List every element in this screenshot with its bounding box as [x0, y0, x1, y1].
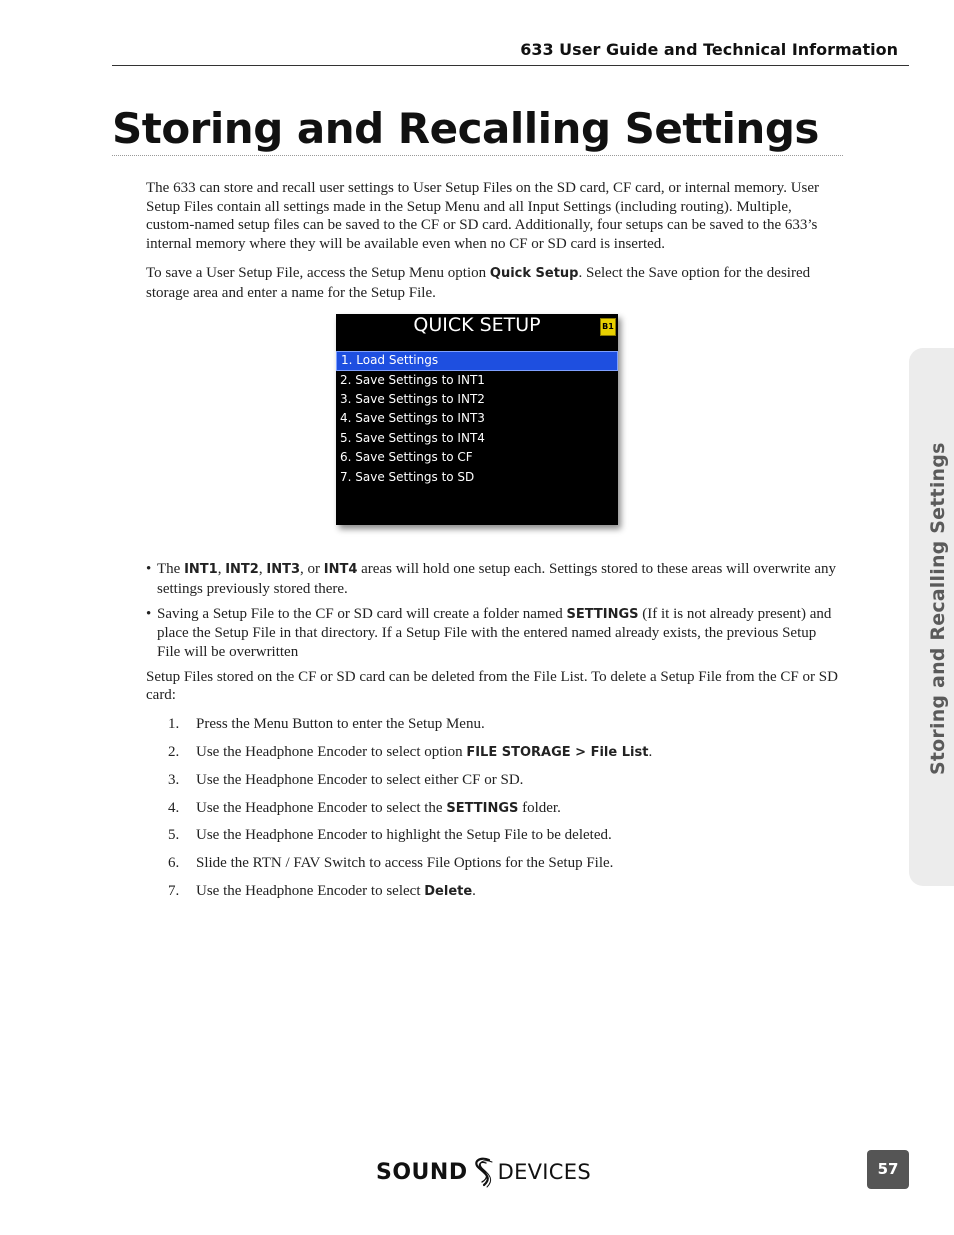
step-text: Use the Headphone Encoder to select option — [196, 743, 467, 760]
bullet-text: Saving a Setup File to the CF or SD card will create a folder named — [157, 605, 567, 622]
screen-title: QUICK SETUP — [413, 314, 541, 337]
logo-sound-text: SOUND — [376, 1159, 468, 1185]
bullet-text: (If it is not already present) and place the Setup File in that directory. If a Setup File with the entered named already exists, the previous Setup File will be overwritten — [157, 605, 832, 661]
sound-devices-logo — [376, 1155, 591, 1189]
step-text: Use the Headphone Encoder to select the — [196, 799, 447, 816]
step-text: Use the Headphone Encoder to select — [196, 882, 425, 899]
menu-item-save-cf: 6. Save Settings to CF — [340, 450, 473, 465]
step-text: Press the Menu Button to enter the Setup Menu. — [196, 716, 485, 733]
list-item — [146, 605, 843, 662]
step-text: Use the Headphone Encoder to select either CF or SD. — [196, 771, 524, 788]
screenshot-figure — [146, 312, 843, 560]
side-tab-label: Storing and Recalling Settings — [927, 442, 949, 775]
delete-paragraph: Setup Files stored on the CF or SD card can be deleted from the File List. To delete a Setup File from the CF or SD card: — [146, 668, 838, 704]
page-number: 57 — [867, 1150, 909, 1189]
delete-steps-list — [146, 715, 843, 910]
bullet-icon: • — [146, 605, 152, 622]
step-text: . — [472, 882, 476, 899]
step-item — [146, 799, 843, 827]
step-text: Use the Headphone Encoder to highlight the Setup File to be deleted. — [196, 827, 612, 844]
running-header: 633 User Guide and Technical Information — [520, 40, 898, 59]
step-number: 3. — [168, 771, 180, 788]
step-term: Delete — [424, 883, 473, 899]
main-content — [146, 179, 843, 910]
separator: , — [217, 561, 226, 578]
quick-setup-screen — [336, 314, 618, 525]
intro-paragraph: The 633 can store and recall user settings to User Setup Files on the SD card, CF card, or internal memory. User Setup Files contain all settings made in the Setup Menu and all Input Settings (including routing). Multiple, custom-named setup files can be saved to the CF or SD card. Additionally, four setups can be saved to the 633’s internal memory where they will be available even when no CF or SD card is inserted. — [146, 180, 820, 253]
step-item — [146, 771, 843, 799]
quick-setup-menu — [336, 351, 618, 487]
step-term: FILE STORAGE > File List — [466, 744, 649, 760]
step-number: 6. — [168, 855, 180, 872]
step-text: folder. — [518, 799, 561, 816]
quick-setup-term: Quick Setup — [489, 265, 579, 281]
logo-devices-text: DEVICES — [497, 1160, 591, 1184]
page-title: Storing and Recalling Settings — [112, 104, 819, 153]
bullet-text: The — [157, 561, 185, 578]
list-item — [146, 560, 843, 598]
menu-item-save-int2: 3. Save Settings to INT2 — [340, 392, 485, 406]
step-number: 7. — [168, 882, 180, 899]
step-number: 5. — [168, 827, 180, 844]
separator: , — [258, 561, 267, 578]
bullet-icon: • — [146, 561, 152, 578]
int2-term: INT2 — [225, 562, 259, 578]
notes-list — [146, 560, 843, 662]
menu-item-save-int1: 2. Save Settings to INT1 — [340, 372, 485, 387]
step-item — [146, 854, 843, 882]
step-number: 1. — [168, 716, 180, 733]
settings-term: SETTINGS — [566, 606, 639, 622]
title-rule — [112, 155, 843, 156]
bullet-text: areas will hold one setup each. Settings stored to these areas will overwrite any settings previously stored there. — [157, 561, 836, 597]
menu-item-save-sd: 7. Save Settings to SD — [340, 469, 475, 484]
menu-item-save-int3: 4. Save Settings to INT3 — [340, 411, 485, 426]
step-number: 4. — [168, 799, 180, 816]
save-text-after: . Select the Save option for the desired storage area and enter a name for the Setup File. — [146, 264, 811, 301]
step-number: 2. — [168, 743, 180, 760]
int1-term: INT1 — [184, 562, 218, 578]
header-rule — [112, 65, 909, 66]
step-item — [146, 882, 843, 910]
step-term: SETTINGS — [446, 800, 519, 816]
step-item — [146, 743, 843, 771]
save-paragraph — [146, 264, 843, 302]
menu-item-load-settings: 1. Load Settings — [336, 351, 618, 370]
int4-term: INT4 — [323, 562, 358, 578]
save-text-before: To save a User Setup File, access the Setup Menu option — [146, 264, 490, 281]
step-text: Slide the RTN / FAV Switch to access File Options for the Setup File. — [196, 855, 614, 872]
int3-term: INT3 — [266, 562, 300, 578]
step-item — [146, 715, 843, 743]
step-item — [146, 826, 843, 854]
b1-badge-icon: B1 — [600, 318, 616, 336]
sound-devices-s-swirl-icon — [470, 1156, 496, 1188]
step-text: . — [648, 743, 653, 760]
separator: , or — [300, 561, 324, 578]
menu-item-save-int4: 5. Save Settings to INT4 — [340, 430, 485, 445]
